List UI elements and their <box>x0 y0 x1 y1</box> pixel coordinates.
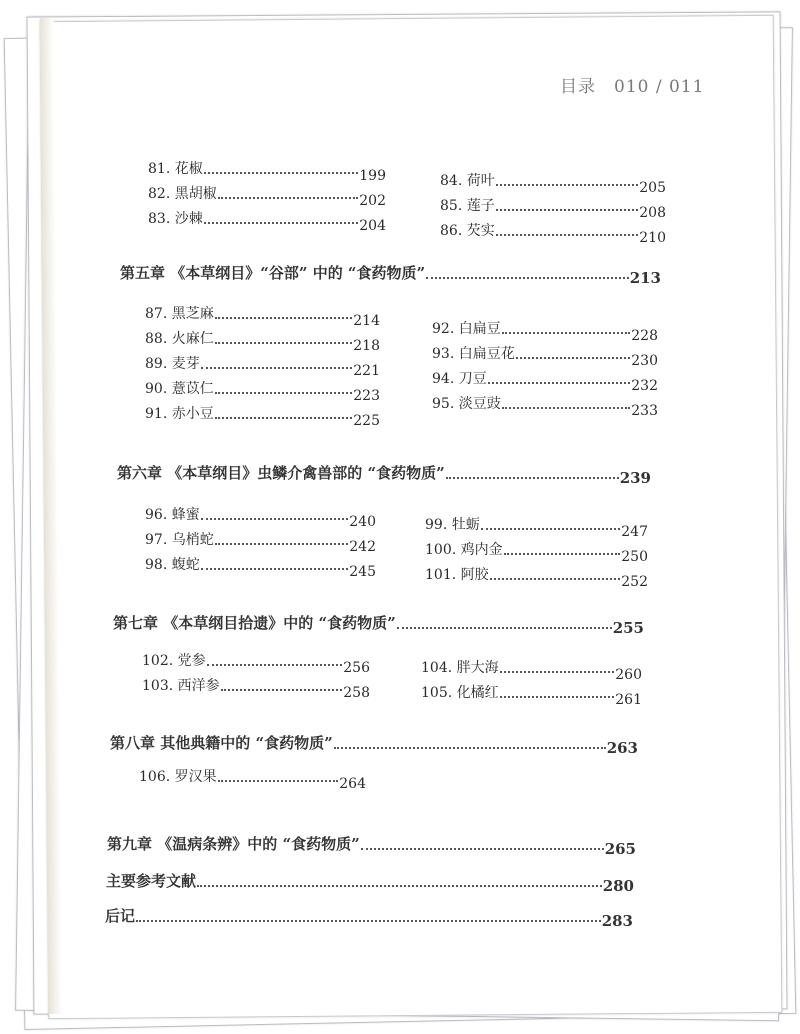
toc-entry-page: 202 <box>359 193 386 209</box>
toc-entry-title: 103. 西洋参 <box>142 678 220 694</box>
toc-entry-page: 252 <box>621 574 648 590</box>
toc-entry-title: 96. 蜂蜜 <box>145 507 200 523</box>
dot-leader <box>490 577 621 580</box>
toc-chapter-entry <box>110 732 638 757</box>
toc-entry-title: 87. 黑芝麻 <box>145 306 214 322</box>
toc-entry <box>142 650 370 676</box>
toc-chapter-entry <box>117 462 651 487</box>
toc-entry <box>440 170 666 196</box>
toc-entry <box>139 766 366 792</box>
toc-entry-page: 255 <box>612 619 644 637</box>
toc-entry-title: 第六章 《本草纲目》虫鳞介禽兽部的 “食药物质” <box>117 464 445 482</box>
toc-entry-title: 104. 胖大海 <box>421 660 499 676</box>
dot-leader <box>204 221 359 224</box>
dot-leader <box>334 746 606 749</box>
toc-entry-title: 101. 阿胶 <box>425 567 489 583</box>
dot-leader <box>426 276 629 279</box>
toc-entry-page: 256 <box>343 660 370 676</box>
toc-entry-title: 95. 淡豆豉 <box>432 396 501 412</box>
dot-leader <box>502 331 631 334</box>
toc-entry-title: 83. 沙棘 <box>148 211 203 227</box>
toc-entry-title: 105. 化橘红 <box>421 685 499 701</box>
dot-leader <box>500 670 615 673</box>
toc-entry-title: 82. 黑胡椒 <box>148 186 217 202</box>
dot-leader <box>361 847 604 850</box>
toc-entry-page: 230 <box>631 353 658 369</box>
toc-entry-title: 106. 罗汉果 <box>139 769 217 785</box>
toc-entry-page: 240 <box>349 514 376 530</box>
toc-chapter-entry <box>120 262 661 287</box>
dot-leader <box>215 391 353 394</box>
dot-leader <box>204 171 359 174</box>
toc-entry-page: 233 <box>631 403 658 419</box>
dot-leader <box>502 406 631 409</box>
dot-leader <box>496 208 639 211</box>
toc-entry-title: 89. 麦芽 <box>145 356 200 372</box>
dot-leader <box>207 663 343 666</box>
toc-entry-page: 247 <box>621 524 648 540</box>
toc-entry <box>440 220 666 246</box>
dot-leader <box>397 626 612 629</box>
toc-entry <box>432 343 658 369</box>
toc-entry <box>148 208 386 234</box>
toc-entry-page: 210 <box>639 230 666 246</box>
dot-leader <box>215 542 349 545</box>
dot-leader <box>215 416 353 419</box>
toc-entry-page: 221 <box>353 363 380 379</box>
toc-entry-title: 84. 荷叶 <box>440 173 495 189</box>
dot-leader <box>516 356 631 359</box>
toc-entry-page: 264 <box>339 776 366 792</box>
toc-entry <box>432 368 658 394</box>
toc-entry <box>145 328 380 354</box>
toc-entry-page: 263 <box>606 739 638 757</box>
toc-entry <box>440 195 666 221</box>
toc-entry <box>425 514 648 540</box>
toc-entry-title: 主要参考文献 <box>106 872 197 890</box>
toc-entry <box>432 318 658 344</box>
toc-entry-page: 242 <box>349 539 376 555</box>
toc-chapter-entry <box>107 833 636 858</box>
dot-leader <box>504 552 621 555</box>
dot-leader <box>136 919 601 922</box>
toc-entry-page: 280 <box>602 877 634 895</box>
toc-entry-title: 90. 薏苡仁 <box>145 381 214 397</box>
dot-leader <box>481 527 621 530</box>
dot-leader <box>215 316 353 319</box>
toc-entry <box>148 158 386 184</box>
toc-entry-page: 208 <box>639 205 666 221</box>
dot-leader <box>218 779 339 782</box>
toc-chapter-entry <box>106 870 634 895</box>
toc-entry <box>145 303 380 329</box>
toc-entry-title: 100. 鸡内金 <box>425 542 503 558</box>
dot-leader <box>488 381 631 384</box>
header-section: 目录 <box>560 77 596 97</box>
dot-leader <box>496 233 639 236</box>
toc-entry <box>145 378 380 404</box>
toc-entry-title: 93. 白扁豆花 <box>432 346 515 362</box>
toc-entry-page: 239 <box>619 469 651 487</box>
dot-leader <box>201 517 349 520</box>
toc-entry-title: 86. 芡实 <box>440 223 495 239</box>
toc-entry <box>421 682 642 708</box>
toc-entry <box>425 564 648 590</box>
dot-leader <box>500 695 615 698</box>
toc-entry-page: 214 <box>353 313 380 329</box>
toc-entry-title: 102. 党参 <box>142 653 206 669</box>
dot-leader <box>218 196 359 199</box>
toc-entry-title: 第七章 《本草纲目拾遗》中的 “食药物质” <box>113 614 396 632</box>
header-page-numbers: 010 / 011 <box>614 77 705 97</box>
toc-entry-page: 225 <box>353 413 380 429</box>
toc-entry <box>148 183 386 209</box>
toc-entry <box>425 539 648 565</box>
toc-entry-page: 204 <box>359 218 386 234</box>
toc-entry-title: 第五章 《本草纲目》“谷部” 中的 “食药物质” <box>120 264 426 282</box>
toc-chapter-entry <box>113 612 644 637</box>
toc-entry-title: 第八章 其他典籍中的 “食药物质” <box>110 734 333 752</box>
toc-entry-page: 261 <box>615 692 642 708</box>
dot-leader <box>496 183 639 186</box>
running-header <box>560 72 704 97</box>
toc-entry <box>432 393 658 419</box>
toc-entry-page: 205 <box>639 180 666 196</box>
toc-entry-title: 后记 <box>105 907 136 925</box>
toc-entry-title: 94. 刀豆 <box>432 371 487 387</box>
dot-leader <box>201 366 353 369</box>
toc-entry-page: 213 <box>629 269 661 287</box>
dot-leader <box>201 567 349 570</box>
toc-entry <box>145 353 380 379</box>
toc-entry <box>421 657 642 683</box>
dot-leader <box>215 341 353 344</box>
toc-entry <box>145 504 376 530</box>
toc-entry-page: 258 <box>343 685 370 701</box>
toc-entry-title: 88. 火麻仁 <box>145 331 214 347</box>
toc-entry-title: 第九章 《温病条辨》中的 “食药物质” <box>107 835 360 853</box>
toc-entry-title: 81. 花椒 <box>148 161 203 177</box>
toc-entry <box>145 403 380 429</box>
toc-entry-page: 265 <box>604 840 636 858</box>
toc-entry-title: 99. 牡蛎 <box>425 517 480 533</box>
dot-leader <box>446 476 619 479</box>
toc-entry-title: 98. 蝮蛇 <box>145 557 200 573</box>
dot-leader <box>221 688 343 691</box>
toc-entry-page: 250 <box>621 549 648 565</box>
dot-leader <box>197 884 602 887</box>
toc-entry <box>142 675 370 701</box>
toc-entry <box>145 529 376 555</box>
toc-entry <box>145 554 376 580</box>
toc-entry-title: 91. 赤小豆 <box>145 406 214 422</box>
toc-entry-page: 223 <box>353 388 380 404</box>
toc-entry-page: 245 <box>349 564 376 580</box>
toc-chapter-entry <box>105 905 633 930</box>
toc-entry-page: 232 <box>631 378 658 394</box>
toc-entry-page: 260 <box>615 667 642 683</box>
toc-entry-page: 199 <box>359 168 386 184</box>
toc-entry-page: 228 <box>631 328 658 344</box>
toc-entry-title: 92. 白扁豆 <box>432 321 501 337</box>
toc-entry-title: 97. 乌梢蛇 <box>145 532 214 548</box>
toc-entry-page: 218 <box>353 338 380 354</box>
toc-entry-page: 283 <box>601 912 633 930</box>
toc-entry-title: 85. 莲子 <box>440 198 495 214</box>
